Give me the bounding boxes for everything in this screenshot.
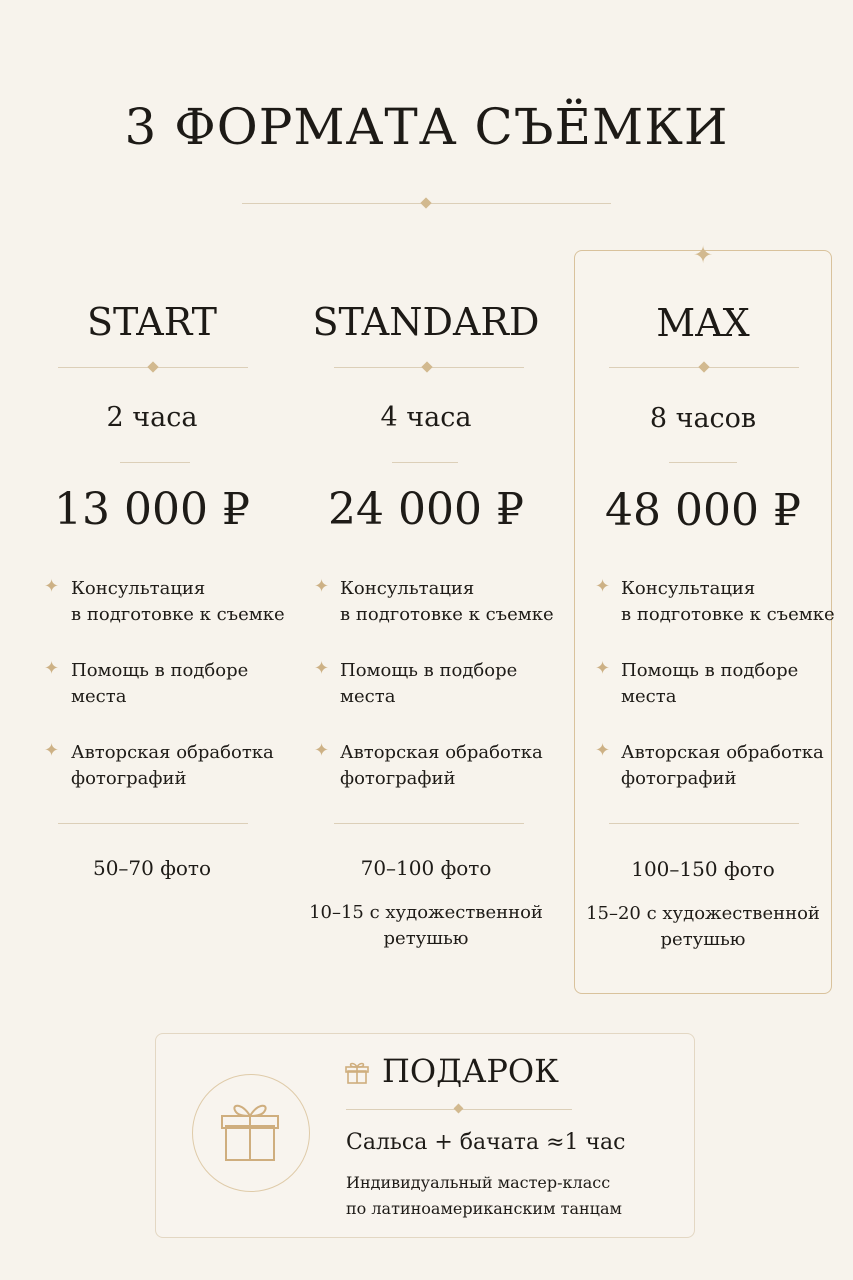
- plan-price: 48 000 ₽: [605, 485, 801, 536]
- plan-name: MAX: [656, 301, 750, 345]
- retouch-note: 10–15 с художественной ретушью: [309, 902, 543, 949]
- sparkle-icon: ✦: [314, 658, 330, 679]
- plan-start: [22, 250, 285, 994]
- title-divider-diamond: [420, 197, 431, 208]
- plan-divider-diamond: [147, 361, 158, 372]
- features-divider: [334, 823, 524, 824]
- sparkle-icon: ✦: [314, 576, 330, 597]
- plan-price: 24 000 ₽: [328, 484, 524, 535]
- feature-text: Консультация в подготовке к съемке: [340, 578, 554, 625]
- plan-name: STANDARD: [312, 300, 540, 344]
- photo-count: 70–100 фото: [360, 856, 492, 880]
- sparkle-icon: ✦: [595, 658, 611, 679]
- gift-divider-diamond: [454, 1104, 464, 1114]
- plan-standard: [296, 250, 556, 994]
- feature-text: Помощь в подборе места: [71, 660, 249, 707]
- feature-text: Консультация в подготовке к съемке: [71, 578, 285, 625]
- feature-text: Помощь в подборе места: [621, 660, 799, 707]
- feature-text: Авторская обработка фотографий: [71, 742, 274, 789]
- plan-name: START: [86, 300, 218, 344]
- gift-sub-text: Индивидуальный мастер-класс по латиноамериканским танцам: [346, 1173, 622, 1218]
- sparkle-icon: ✦: [44, 576, 60, 597]
- feature-text: Авторская обработка фотографий: [621, 742, 824, 789]
- retouch-note: 15–20 с художественной ретушью: [586, 903, 820, 950]
- sparkle-icon: ✦: [44, 740, 60, 761]
- features-divider: [609, 823, 799, 824]
- page-title: 3 ФОРМАТА СЪЁМКИ: [124, 98, 729, 156]
- feature-text: Помощь в подборе места: [340, 660, 518, 707]
- gift-icon-circle: [192, 1074, 310, 1192]
- gift-title: ПОДАРОК: [382, 1052, 559, 1090]
- sparkle-icon: ✦: [44, 658, 60, 679]
- gift-panel: [155, 1033, 695, 1238]
- hours-divider: [392, 462, 458, 463]
- photo-count: 50–70 фото: [92, 856, 212, 880]
- gift-small-icon: [344, 1060, 370, 1086]
- plan-hours: 8 часов: [649, 403, 757, 434]
- plan-max: [574, 250, 835, 994]
- hours-divider: [120, 462, 190, 463]
- plan-divider-diamond: [698, 361, 709, 372]
- features-divider: [58, 823, 248, 824]
- sparkle-icon: ✦: [314, 740, 330, 761]
- plan-hours: 2 часа: [106, 402, 198, 433]
- plan-hours: 4 часа: [380, 402, 472, 433]
- sparkle-icon: ✦: [595, 576, 611, 597]
- photo-count: 100–150 фото: [631, 857, 775, 881]
- feature-text: Авторская обработка фотографий: [340, 742, 543, 789]
- gift-icon: [192, 1074, 310, 1192]
- feature-text: Консультация в подготовке к съемке: [621, 578, 835, 625]
- sparkle-icon: ✦: [595, 740, 611, 761]
- gift-main-text: Сальса + бачата ≈1 час: [346, 1130, 626, 1155]
- plan-price: 13 000 ₽: [54, 484, 250, 535]
- hours-divider: [669, 462, 737, 463]
- plan-divider-diamond: [421, 361, 432, 372]
- sparkle-icon: ✦: [693, 241, 714, 269]
